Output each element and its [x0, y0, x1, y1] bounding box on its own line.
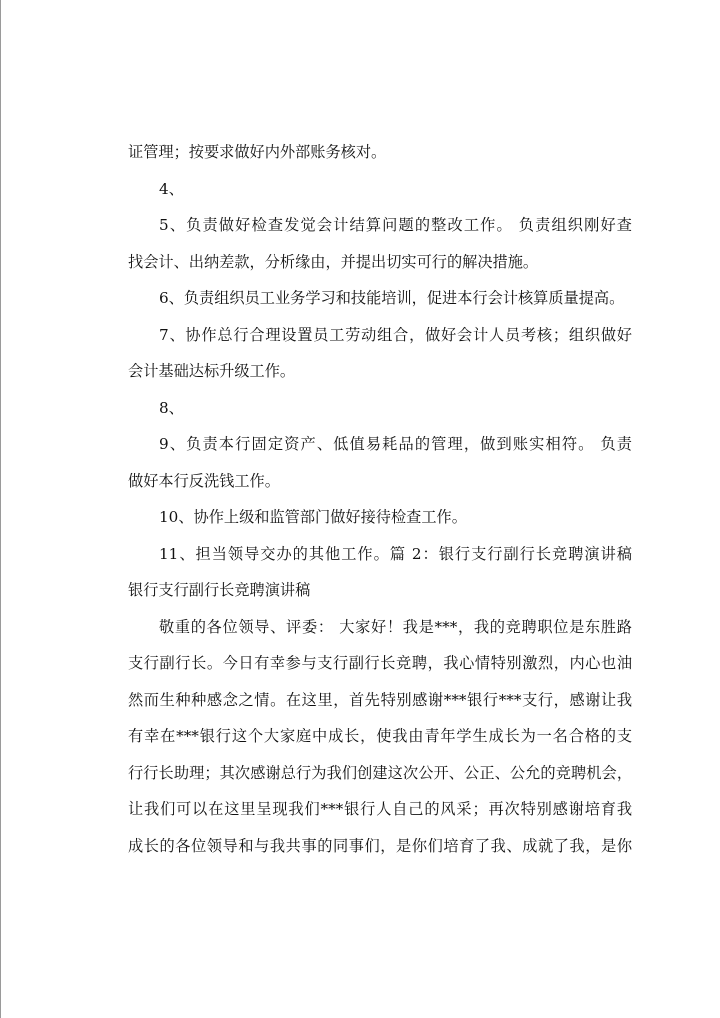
- text-line: 让我们可以在这里呈现我们***银行人自己的风采；再次特别感谢培育我: [128, 800, 632, 818]
- text-line: 会计基础达标升级工作。: [128, 362, 296, 380]
- text-line: 9、负责本行固定资产、低值易耗品的管理，做到账实相符。 负责: [159, 435, 632, 453]
- text-line: 然而生种种感念之情。在这里，首先特别感谢***银行***支行，感谢让我: [128, 690, 632, 709]
- text-line: 6、负责组织员工业务学习和技能培训，促进本行会计核算质量提高。: [159, 289, 625, 307]
- text-line: 银行支行副行长竞聘演讲稿: [128, 581, 311, 599]
- text-line: 找会计、出纳差款，分析缘由，并提出切实可行的解决措施。: [128, 252, 539, 271]
- text-line: 支行副行长。今日有幸参与支行副行长竞聘，我心情特别激烈，内心也油: [128, 654, 632, 672]
- text-line: 11、担当领导交办的其他工作。篇 2：银行支行副行长竞聘演讲稿: [159, 544, 632, 563]
- text-line: 敬重的各位领导、评委： 大家好！我是***，我的竞聘职位是东胜路: [159, 617, 632, 636]
- text-line: 证管理；按要求做好内外部账务核对。: [128, 143, 387, 161]
- text-line: 行行长助理；其次感谢总行为我们创建这次公开、公正、公允的竞聘机会，: [128, 763, 632, 782]
- text-line: 7、协作总行合理设置员工劳动组合，做好会计人员考核；组织做好: [159, 325, 632, 344]
- text-line: 10、协作上级和监管部门做好接待检查工作。: [159, 508, 467, 526]
- text-line: 4、: [159, 179, 184, 198]
- text-line: 8、: [159, 398, 184, 417]
- document-body: [128, 134, 632, 864]
- text-line: 有幸在***银行这个大家庭中成长，使我由青年学生成长为一名合格的支: [128, 727, 632, 745]
- text-line: 成长的各位领导和与我共事的同事们，是你们培育了我、成就了我，是你: [128, 836, 632, 855]
- text-line: 5、负责做好检查发觉会计结算问题的整改工作。 负责组织刚好查: [159, 216, 632, 234]
- page-edge: [0, 0, 1, 1018]
- text-line: 做好本行反洗钱工作。: [128, 471, 280, 490]
